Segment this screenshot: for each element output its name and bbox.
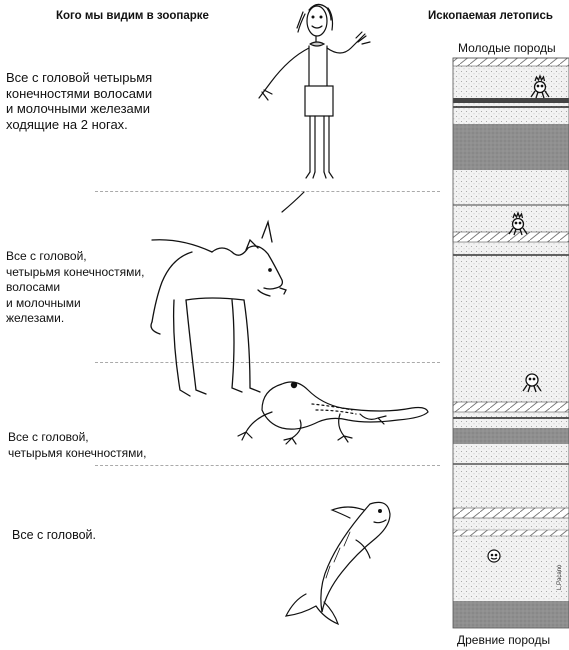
fish-icon xyxy=(286,502,390,624)
group-description-vertebrates: Все с головой. xyxy=(12,528,96,542)
fossil-record-heading: Ископаемая летопись xyxy=(428,10,553,22)
hatched-layer xyxy=(453,58,569,66)
zoo-heading: Кого мы видим в зоопарке xyxy=(56,10,209,22)
group-description-mammals: Все с головой, четырьмя конечностями, волосами и молочными железами. xyxy=(6,249,145,325)
hatched-layer xyxy=(453,402,569,412)
dark-layer xyxy=(453,428,569,444)
fossil-strata-column xyxy=(453,58,569,628)
artist-signature: L.Pacano xyxy=(557,564,563,590)
fossil-creature-icon xyxy=(488,550,500,562)
group-description-tetrapods: Все с головой, четырьмя конечностями, xyxy=(8,430,147,460)
hatched-layer xyxy=(453,232,569,242)
salamander-icon xyxy=(238,382,428,444)
young-rocks-label: Молодые породы xyxy=(458,41,556,55)
human-figure-icon xyxy=(259,4,370,212)
dark-layer xyxy=(453,601,569,628)
dark-band xyxy=(453,98,569,103)
ancient-rocks-label: Древние породы xyxy=(457,633,551,647)
hatched-layer xyxy=(453,508,569,518)
group-description-humans: Все с головой четырьмя конечностями волосами и молочными железами ходящие на 2 ногах. xyxy=(6,70,153,132)
dog-icon xyxy=(151,222,286,396)
dark-layer xyxy=(453,124,569,170)
